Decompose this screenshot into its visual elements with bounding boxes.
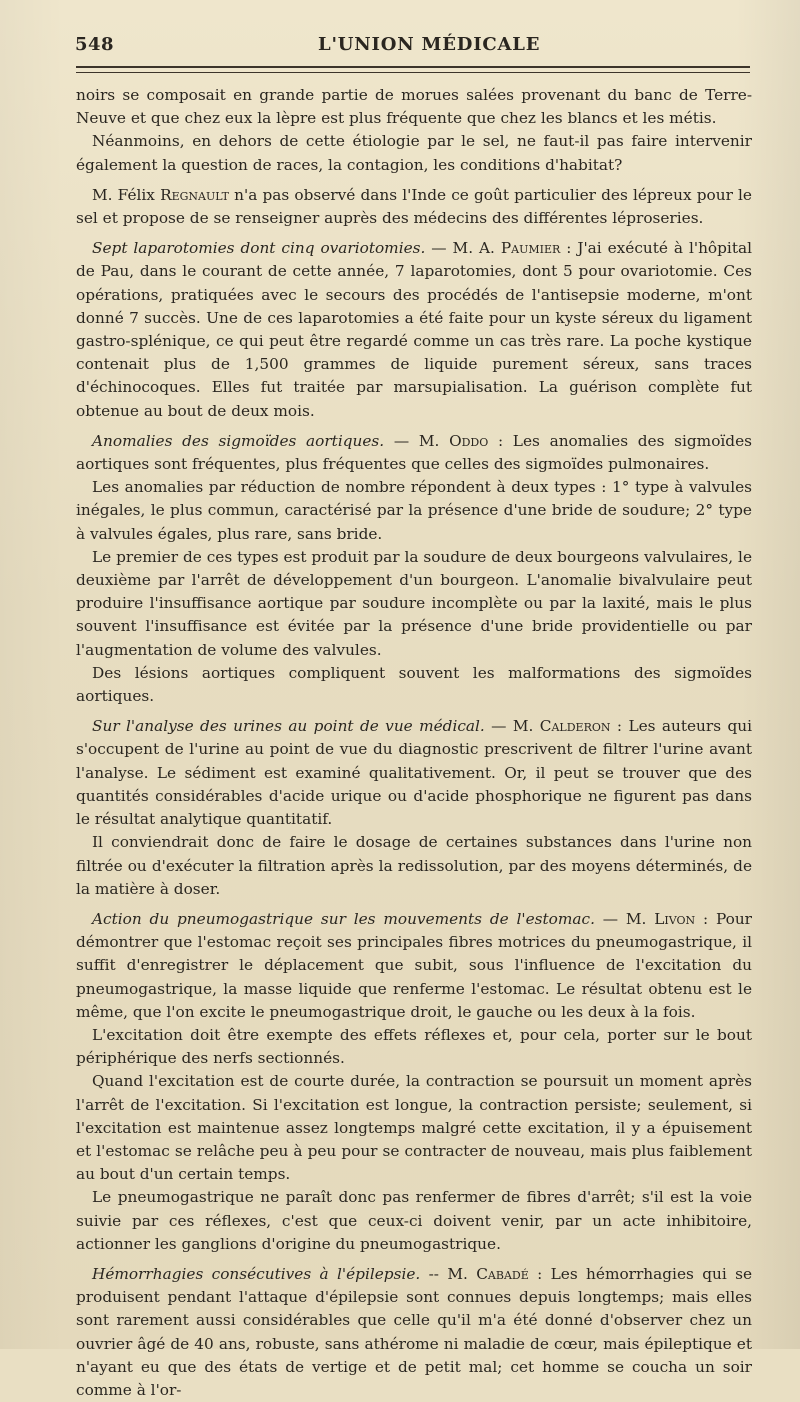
section-hemorrhagies: Hémorrhagies consécutives à l'épilepsie. -- M. Cabadé : Les hémorrhagies qui se produisent pendant l'attaque d'épilepsie sont connues depuis longtemps; mais elles sont rarement aussi considérables que celle qu'il m'a été donné d'observer chez un ouvrier âgé de 40 ans, robuste, sans athérome ni maladie de cœur, mais épileptique et n'ayant eu que des états de vertige et de petit mal; cet homme se coucha un soir comme à l'or- xyxy=(76,1264,753,1399)
paragraph-types: Les anomalies par réduction de nombre répondent à deux types : 1° type à valvules inégales, le plus commun, caractérisé par la présence d'une bride de soudure; 2° type à valvules égales, plus rare, sans bride. xyxy=(76,478,752,543)
author-name: Oddo xyxy=(449,431,489,450)
running-header xyxy=(40,28,740,62)
paragraph-fibres: Le pneumogastrique ne paraît donc pas renfermer de fibres d'arrêt; s'il est la voie suivie par ces réflexes, c'est que ceux-ci doivent venir, par un acte inhibitoire, actionner les ganglions d'origine du pneumogastrique. xyxy=(76,1188,752,1253)
paragraph-lesions: Des lésions aortiques compliquent souvent les malformations des sigmoïdes aortiques. xyxy=(76,663,752,706)
section-title: Sept laparotomies dont cinq ovariotomies. xyxy=(92,239,426,258)
section-laparotomies: Sept laparotomies dont cinq ovariotomies. — M. A. Paumier : J'ai exécuté à l'hôpital de Pau, dans le courant de cette année, 7 laparotomies, dont 5 pour ovariotomie. Ces opérations, pratiquées avec le secours des procédés de l'antisepsie moderne, m'ont donné 7 succès. Une de ces laparotomies a été faite pour un kyste séreux du ligament gastro-splénique, ce qui peut être regardé comme un cas très rare. La poche kystique contenait plus de 1,500 grammes de liquide purement séreux, sans traces d'échinocoques. Elles fut traitée par marsupialisation. La guérison complète fut obtenue au bout de deux mois. xyxy=(76,239,752,420)
header-rule xyxy=(76,66,750,68)
journal-title: L'UNION MÉDICALE xyxy=(318,34,541,55)
author-name: Regnault xyxy=(160,185,229,204)
author-name: Livon xyxy=(654,909,696,928)
article-body xyxy=(76,84,752,1402)
paragraph-continuation: noirs se composait en grande partie de morues salées provenant du banc de Terre-Neuve et que chez eux la lèpre est plus fréquente que chez les blancs et les métis. xyxy=(76,86,752,128)
section-title: Sur l'analyse des urines au point de vue médical. xyxy=(92,717,485,736)
author-name: Paumier xyxy=(500,239,561,258)
paragraph-bourgeons: Le premier de ces types est produit par la soudure de deux bourgeons valvulaires, le deuxième par l'arrêt de développement d'un bourgeon. L'anomalie bivalvulaire peut produire l'insuffisance aortique par soudure incomplète ou par la laxité, mais le plus souvent l'insuffisance est évitée par la présence d'une bride providentielle ou par l'augmentation de volume des valvules. xyxy=(76,547,752,659)
paragraph-excitation: L'excitation doit être exempte des effets réflexes et, pour cela, porter sur le bout périphérique des nerfs sectionnés. xyxy=(76,1025,752,1068)
page-number: 548 xyxy=(75,34,115,55)
paragraph-dosage: Il conviendrait donc de faire le dosage de certaines substances dans l'urine non filtrée ou d'exécuter la filtration après la redissolution, par des moyens déterminés, de la matière à doser. xyxy=(76,833,752,898)
section-title: Hémorrhagies consécutives à l'épilepsie. xyxy=(92,1264,421,1283)
paragraph-races: Néanmoins, en dehors de cette étiologie par le sel, ne faut-il pas faire intervenir également la question de races, la contagion, les conditions d'habitat? xyxy=(76,132,752,174)
paragraph-regnault: M. Félix Regnault n'a pas observé dans l'Inde ce goût particulier des lépreux pour le sel et propose de se renseigner auprès des médecins des différentes léproseries. xyxy=(76,185,752,228)
author-name: Calderon xyxy=(539,717,611,736)
section-urines: Sur l'analyse des urines au point de vue médical. — M. Calderon : Les auteurs qui s'occupent de l'urine au point de vue du diagnostic prescrivent de filtrer l'urine avant l'analyse. Le sédiment est examiné qualitativement. Or, il peut se trouver que des quantités considérables d'acide urique ou d'acide phosphorique ne figurent pas dans le résultat analytique quantitatif. xyxy=(76,717,752,829)
author-name: Cabadé xyxy=(476,1264,529,1283)
header-rule-thin xyxy=(76,72,750,73)
section-pneumogastrique: Action du pneumogastrique sur les mouvements de l'estomac. — M. Livon : Pour démontrer que l'estomac reçoit ses principales fibres motrices du pneumogastrique, il suffit d'enregistrer le déplacement que subit, sous l'influence de l'excitation du pneumogastrique, la masse liquide que renferme l'estomac. Le résultat obtenu est le même, que l'on excite le pneumogastrique droit, le gauche ou les deux à la fois. xyxy=(76,909,752,1021)
section-sigmoides: Anomalies des sigmoïdes aortiques. — M. Oddo : Les anomalies des sigmoïdes aortiques sont fréquentes, plus fréquentes que celles des sigmoïdes pulmonaires. xyxy=(76,431,752,474)
section-title: Anomalies des sigmoïdes aortiques. xyxy=(92,431,385,450)
section-title: Action du pneumogastrique sur les mouvements de l'estomac. xyxy=(92,909,595,928)
paragraph-contraction: Quand l'excitation est de courte durée, la contraction se poursuit un moment après l'arrêt de l'excitation. Si l'excitation est longue, la contraction persiste; seulement, si l'excitation est maintenue assez longtemps malgré cette excitation, il y a épuisement et l'estomac se relâche peu à peu pour se contracter de nouveau, mais plus faiblement au bout d'un certain temps. xyxy=(76,1072,752,1184)
